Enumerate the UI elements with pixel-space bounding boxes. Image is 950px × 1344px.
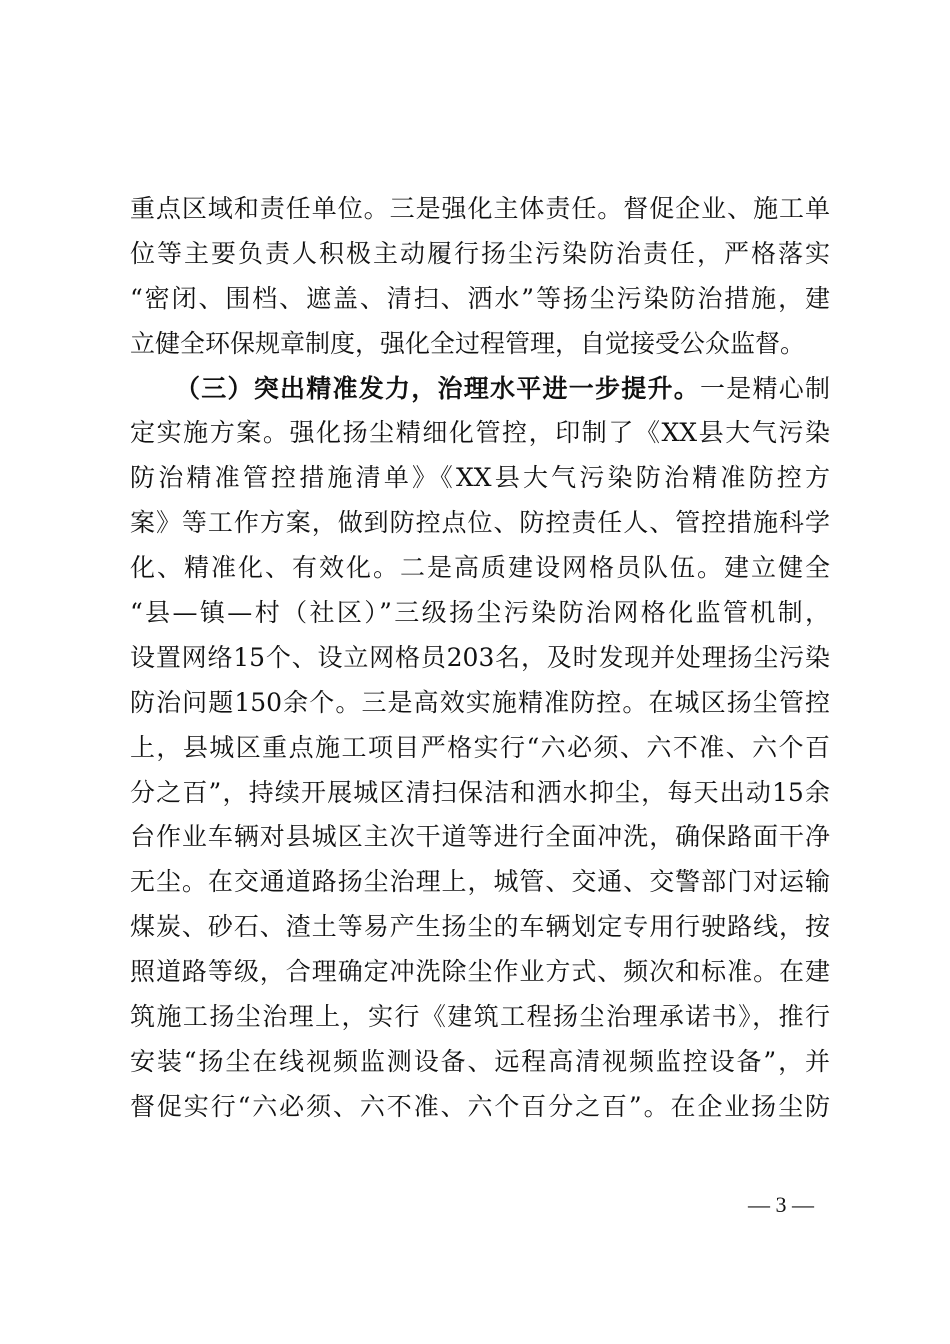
section-heading-line <box>130 367 830 412</box>
text-line: 安装“扬尘在线视频监测设备、远程高清视频监控设备”，并 <box>130 1046 830 1076</box>
text-line: 无尘。在交通道路扬尘治理上，城管、交通、交警部门对运输 <box>130 867 830 897</box>
document-body <box>130 187 830 1130</box>
text-line: 定实施方案。强化扬尘精细化管控，印制了《XX县大气污染 <box>130 418 830 448</box>
text-line: 案》等工作方案，做到防控点位、防控责任人、管控措施科学 <box>130 508 830 538</box>
text-line: 上，县城区重点施工项目严格实行“六必须、六不准、六个百 <box>130 732 830 762</box>
text-line: 分之百”，持续开展城区清扫保洁和洒水抑尘，每天出动15余 <box>130 777 830 807</box>
page-number: — 3 — <box>748 1192 814 1217</box>
text-line: 化、精准化、有效化。二是高质建设网格员队伍。建立健全 <box>130 553 830 583</box>
text-line: “县—镇—村（社区）”三级扬尘污染防治网格化监管机制， <box>130 598 830 628</box>
text-line: 防治精准管控措施清单》《XX县大气污染防治精准防控方 <box>130 463 830 493</box>
text-line: 台作业车辆对县城区主次干道等进行全面冲洗，确保路面干净 <box>130 822 830 852</box>
text-line: 煤炭、砂石、渣土等易产生扬尘的车辆划定专用行驶路线，按 <box>130 912 830 942</box>
text-line: 重点区域和责任单位。三是强化主体责任。督促企业、施工单 <box>130 194 830 223</box>
text-line: 位等主要负责人积极主动履行扬尘污染防治责任，严格落实 <box>130 238 830 268</box>
text-line: 设置网络15个、设立网格员203名，及时发现并处理扬尘污染 <box>130 642 830 672</box>
text-line: 督促实行“六必须、六不准、六个百分之百”。在企业扬尘防 <box>130 1091 830 1121</box>
text-span: 一是精心制 <box>699 373 830 403</box>
text-line: 照道路等级，合理确定冲洗除尘作业方式、频次和标准。在建 <box>130 957 830 987</box>
text-line: 防治问题150余个。三是高效实施精准防控。在城区扬尘管控 <box>130 687 830 717</box>
section-heading: （三）突出精准发力，治理水平进一步提升。 <box>175 373 700 403</box>
text-line: 立健全环保规章制度，强化全过程管理，自觉接受公众监督。 <box>130 328 806 358</box>
text-line: “密闭、围档、遮盖、清扫、洒水”等扬尘污染防治措施，建 <box>130 283 830 313</box>
text-line: 筑施工扬尘治理上，实行《建筑工程扬尘治理承诺书》，推行 <box>130 1002 830 1032</box>
